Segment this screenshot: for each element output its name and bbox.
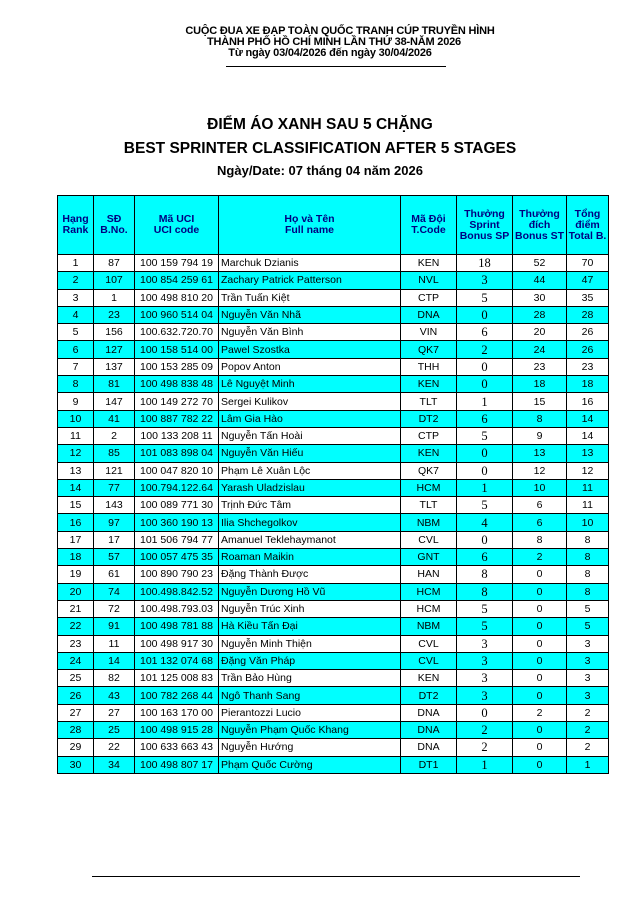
sprint-bonus-cell: 6: [457, 549, 513, 566]
total-cell: 2: [567, 739, 609, 756]
name-cell: Popov Anton: [219, 358, 401, 375]
team-cell: NBM: [401, 618, 457, 635]
table-row: [58, 410, 609, 427]
name-cell: Hà Kiều Tấn Đại: [219, 618, 401, 635]
stage-bonus-cell: 2: [513, 704, 567, 721]
bib-cell: 143: [94, 497, 135, 514]
bib-cell: 147: [94, 393, 135, 410]
bib-cell: 77: [94, 479, 135, 496]
table-row: [58, 618, 609, 635]
bib-cell: 43: [94, 687, 135, 704]
uci-cell: 100 498 917 30: [135, 635, 219, 652]
sprint-bonus-cell: 5: [457, 497, 513, 514]
team-cell: KEN: [401, 376, 457, 393]
stage-bonus-cell: 2: [513, 549, 567, 566]
header-divider: [226, 66, 446, 67]
name-cell: Nguyễn Phạm Quốc Khang: [219, 722, 401, 739]
table-row: [58, 566, 609, 583]
stage-bonus-cell: 30: [513, 289, 567, 306]
uci-cell: 100 133 208 11: [135, 427, 219, 444]
sprint-bonus-cell: 0: [457, 462, 513, 479]
stage-bonus-cell: 8: [513, 410, 567, 427]
table-row: [58, 358, 609, 375]
name-cell: Marchuk Dzianis: [219, 255, 401, 272]
rank-cell: 28: [58, 722, 94, 739]
sprint-bonus-cell: 0: [457, 531, 513, 548]
uci-cell: 100 159 794 19: [135, 255, 219, 272]
total-cell: 2: [567, 722, 609, 739]
stage-bonus-cell: 28: [513, 306, 567, 323]
rank-cell: 18: [58, 549, 94, 566]
stage-bonus-cell: 0: [513, 756, 567, 773]
rank-cell: 21: [58, 600, 94, 617]
uci-cell: 100 890 790 23: [135, 566, 219, 583]
sprint-bonus-cell: 0: [457, 376, 513, 393]
total-cell: 10: [567, 514, 609, 531]
team-cell: DT2: [401, 687, 457, 704]
name-cell: Nguyễn Tấn Hoài: [219, 427, 401, 444]
rank-cell: 3: [58, 289, 94, 306]
team-cell: DNA: [401, 722, 457, 739]
name-cell: Pierantozzi Lucio: [219, 704, 401, 721]
rank-cell: 25: [58, 670, 94, 687]
rank-cell: 26: [58, 687, 94, 704]
uci-cell: 100 153 285 09: [135, 358, 219, 375]
date-range-line: Từ ngày 03/04/2026 đến ngày 30/04/2026: [228, 47, 432, 59]
bib-cell: 121: [94, 462, 135, 479]
name-cell: Ngô Thanh Sang: [219, 687, 401, 704]
sprint-bonus-cell: 1: [457, 756, 513, 773]
total-cell: 8: [567, 531, 609, 548]
bib-cell: 107: [94, 272, 135, 289]
uci-cell: 100 498 915 28: [135, 722, 219, 739]
table-row: [58, 514, 609, 531]
name-cell: Trần Bảo Hùng: [219, 670, 401, 687]
title-vietnamese: ĐIỂM ÁO XANH SAU 5 CHẶNG: [207, 116, 433, 133]
footer-divider: [92, 876, 580, 877]
stage-bonus-cell: 15: [513, 393, 567, 410]
bib-cell: 97: [94, 514, 135, 531]
rank-cell: 7: [58, 358, 94, 375]
bib-cell: 91: [94, 618, 135, 635]
table-row: [58, 739, 609, 756]
col-total-bonus: Tổng điểm Total B.: [567, 196, 609, 255]
uci-cell: 100 047 820 10: [135, 462, 219, 479]
bib-cell: 57: [94, 549, 135, 566]
stage-bonus-cell: 23: [513, 358, 567, 375]
team-cell: HCM: [401, 583, 457, 600]
total-cell: 3: [567, 670, 609, 687]
table-row: [58, 272, 609, 289]
table-row: [58, 255, 609, 272]
sprint-bonus-cell: 2: [457, 341, 513, 358]
table-row: [58, 462, 609, 479]
bib-cell: 41: [94, 410, 135, 427]
rank-cell: 24: [58, 652, 94, 669]
bib-cell: 11: [94, 635, 135, 652]
team-cell: DT1: [401, 756, 457, 773]
total-cell: 5: [567, 618, 609, 635]
name-cell: Zachary Patrick Patterson: [219, 272, 401, 289]
rank-cell: 19: [58, 566, 94, 583]
team-cell: GNT: [401, 549, 457, 566]
team-cell: HCM: [401, 479, 457, 496]
table-row: [58, 531, 609, 548]
total-cell: 28: [567, 306, 609, 323]
total-cell: 3: [567, 652, 609, 669]
uci-cell: 100.498.793.03: [135, 600, 219, 617]
total-cell: 3: [567, 687, 609, 704]
table-row: [58, 704, 609, 721]
organizer-line-1: CUỘC ĐUA XE ĐẠP TOÀN QUỐC TRANH CÚP TRUYỀN HÌNH: [185, 25, 495, 37]
uci-cell: 101 132 074 68: [135, 652, 219, 669]
rank-cell: 11: [58, 427, 94, 444]
total-cell: 16: [567, 393, 609, 410]
name-cell: Trịnh Đức Tâm: [219, 497, 401, 514]
team-cell: CVL: [401, 531, 457, 548]
name-cell: Pawel Szostka: [219, 341, 401, 358]
uci-cell: 100 633 663 43: [135, 739, 219, 756]
table-row: [58, 583, 609, 600]
stage-bonus-cell: 18: [513, 376, 567, 393]
bib-cell: 72: [94, 600, 135, 617]
sprint-bonus-cell: 3: [457, 687, 513, 704]
total-cell: 70: [567, 255, 609, 272]
uci-cell: 101 506 794 77: [135, 531, 219, 548]
total-cell: 12: [567, 462, 609, 479]
table-row: [58, 376, 609, 393]
team-cell: QK7: [401, 462, 457, 479]
team-cell: DNA: [401, 739, 457, 756]
rank-cell: 20: [58, 583, 94, 600]
table-row: [58, 427, 609, 444]
team-cell: NBM: [401, 514, 457, 531]
team-cell: QK7: [401, 341, 457, 358]
team-cell: THH: [401, 358, 457, 375]
table-row: [58, 445, 609, 462]
table-row: [58, 670, 609, 687]
total-cell: 26: [567, 324, 609, 341]
table-row: [58, 600, 609, 617]
sprint-bonus-cell: 5: [457, 289, 513, 306]
sprint-bonus-cell: 5: [457, 600, 513, 617]
stage-bonus-cell: 0: [513, 635, 567, 652]
uci-cell: 100.632.720.70: [135, 324, 219, 341]
uci-cell: 100 149 272 70: [135, 393, 219, 410]
sprint-bonus-cell: 3: [457, 670, 513, 687]
rank-cell: 22: [58, 618, 94, 635]
bib-cell: 14: [94, 652, 135, 669]
sprint-bonus-cell: 0: [457, 306, 513, 323]
bib-cell: 1: [94, 289, 135, 306]
uci-cell: 101 083 898 04: [135, 445, 219, 462]
total-cell: 11: [567, 479, 609, 496]
name-cell: Đặng Thành Được: [219, 566, 401, 583]
uci-cell: 100 782 268 44: [135, 687, 219, 704]
stage-bonus-cell: 0: [513, 687, 567, 704]
bib-cell: 2: [94, 427, 135, 444]
stage-bonus-cell: 0: [513, 618, 567, 635]
uci-cell: 100 360 190 13: [135, 514, 219, 531]
name-cell: Amanuel Teklehaymanot: [219, 531, 401, 548]
rank-cell: 15: [58, 497, 94, 514]
table-row: [58, 687, 609, 704]
name-cell: Phạm Quốc Cường: [219, 756, 401, 773]
sprint-bonus-cell: 5: [457, 427, 513, 444]
bib-cell: 23: [94, 306, 135, 323]
title-english: BEST SPRINTER CLASSIFICATION AFTER 5 STAGES: [123, 140, 517, 157]
table-row: [58, 635, 609, 652]
total-cell: 26: [567, 341, 609, 358]
stage-bonus-cell: 0: [513, 739, 567, 756]
total-cell: 8: [567, 583, 609, 600]
col-bonus-sprint: Thưởng Sprint Bonus SP: [457, 196, 513, 255]
bib-cell: 22: [94, 739, 135, 756]
stage-bonus-cell: 0: [513, 652, 567, 669]
table-row: [58, 549, 609, 566]
bib-cell: 34: [94, 756, 135, 773]
uci-cell: 101 125 008 83: [135, 670, 219, 687]
uci-cell: 100 089 771 30: [135, 497, 219, 514]
team-cell: CVL: [401, 652, 457, 669]
bib-cell: 61: [94, 566, 135, 583]
table-row: [58, 324, 609, 341]
table-row: [58, 479, 609, 496]
uci-cell: 100 854 259 61: [135, 272, 219, 289]
team-cell: DNA: [401, 704, 457, 721]
rank-cell: 17: [58, 531, 94, 548]
name-cell: Nguyễn Hướng: [219, 739, 401, 756]
rank-cell: 16: [58, 514, 94, 531]
name-cell: Phạm Lê Xuân Lộc: [219, 462, 401, 479]
sprint-bonus-cell: 2: [457, 722, 513, 739]
rank-cell: 4: [58, 306, 94, 323]
team-cell: KEN: [401, 255, 457, 272]
name-cell: Yarash Uladzislau: [219, 479, 401, 496]
sprint-bonus-cell: 6: [457, 410, 513, 427]
total-cell: 1: [567, 756, 609, 773]
rank-cell: 8: [58, 376, 94, 393]
stage-bonus-cell: 0: [513, 583, 567, 600]
stage-bonus-cell: 6: [513, 497, 567, 514]
col-uci-code: Mã UCI UCI code: [135, 196, 219, 255]
bib-cell: 82: [94, 670, 135, 687]
stage-bonus-cell: 6: [513, 514, 567, 531]
rank-cell: 6: [58, 341, 94, 358]
stage-bonus-cell: 13: [513, 445, 567, 462]
total-cell: 8: [567, 549, 609, 566]
name-cell: Nguyễn Văn Hiếu: [219, 445, 401, 462]
sprint-bonus-cell: 0: [457, 358, 513, 375]
team-cell: VIN: [401, 324, 457, 341]
sprint-bonus-cell: 0: [457, 445, 513, 462]
total-cell: 35: [567, 289, 609, 306]
stage-bonus-cell: 24: [513, 341, 567, 358]
team-cell: CTP: [401, 427, 457, 444]
stage-bonus-cell: 8: [513, 531, 567, 548]
sprint-bonus-cell: 18: [457, 255, 513, 272]
stage-bonus-cell: 0: [513, 670, 567, 687]
bib-cell: 137: [94, 358, 135, 375]
stage-bonus-cell: 0: [513, 722, 567, 739]
col-bonus-stage: Thưởng đích Bonus ST: [513, 196, 567, 255]
team-cell: KEN: [401, 670, 457, 687]
bib-cell: 27: [94, 704, 135, 721]
stage-bonus-cell: 44: [513, 272, 567, 289]
stage-bonus-cell: 20: [513, 324, 567, 341]
bib-cell: 85: [94, 445, 135, 462]
team-cell: DT2: [401, 410, 457, 427]
team-cell: HCM: [401, 600, 457, 617]
sprint-bonus-cell: 8: [457, 583, 513, 600]
total-cell: 14: [567, 410, 609, 427]
uci-cell: 100 498 810 20: [135, 289, 219, 306]
bib-cell: 17: [94, 531, 135, 548]
name-cell: Nguyễn Dương Hồ Vũ: [219, 583, 401, 600]
name-cell: Nguyễn Văn Bình: [219, 324, 401, 341]
team-cell: KEN: [401, 445, 457, 462]
sprint-bonus-cell: 3: [457, 652, 513, 669]
rank-cell: 13: [58, 462, 94, 479]
total-cell: 3: [567, 635, 609, 652]
rank-cell: 10: [58, 410, 94, 427]
uci-cell: 100 960 514 04: [135, 306, 219, 323]
bib-cell: 81: [94, 376, 135, 393]
total-cell: 11: [567, 497, 609, 514]
uci-cell: 100 887 782 22: [135, 410, 219, 427]
uci-cell: 100.794.122.64: [135, 479, 219, 496]
uci-cell: 100 057 475 35: [135, 549, 219, 566]
col-team-code: Mã Đội T.Code: [401, 196, 457, 255]
col-bib-number: SĐ B.No.: [94, 196, 135, 255]
sprint-bonus-cell: 3: [457, 272, 513, 289]
sprint-bonus-cell: 0: [457, 704, 513, 721]
team-cell: DNA: [401, 306, 457, 323]
sprint-bonus-cell: 1: [457, 393, 513, 410]
total-cell: 14: [567, 427, 609, 444]
table-header-row: [58, 196, 609, 255]
rank-cell: 27: [58, 704, 94, 721]
table-row: [58, 306, 609, 323]
rank-cell: 9: [58, 393, 94, 410]
rank-cell: 5: [58, 324, 94, 341]
team-cell: NVL: [401, 272, 457, 289]
total-cell: 18: [567, 376, 609, 393]
col-rank: Hạng Rank: [58, 196, 94, 255]
bib-cell: 87: [94, 255, 135, 272]
team-cell: TLT: [401, 393, 457, 410]
name-cell: Lâm Gia Hào: [219, 410, 401, 427]
team-cell: TLT: [401, 497, 457, 514]
uci-cell: 100 498 838 48: [135, 376, 219, 393]
name-cell: Đặng Văn Pháp: [219, 652, 401, 669]
sprint-bonus-cell: 2: [457, 739, 513, 756]
col-full-name: Họ và Tên Full name: [219, 196, 401, 255]
rank-cell: 12: [58, 445, 94, 462]
stage-bonus-cell: 9: [513, 427, 567, 444]
table-row: [58, 341, 609, 358]
report-date: Ngày/Date: 07 tháng 04 năm 2026: [217, 163, 423, 178]
rank-cell: 30: [58, 756, 94, 773]
rank-cell: 23: [58, 635, 94, 652]
stage-bonus-cell: 0: [513, 600, 567, 617]
rank-cell: 29: [58, 739, 94, 756]
total-cell: 13: [567, 445, 609, 462]
name-cell: Roaman Maikin: [219, 549, 401, 566]
sprint-bonus-cell: 3: [457, 635, 513, 652]
name-cell: Ilia Shchegolkov: [219, 514, 401, 531]
sprint-bonus-cell: 5: [457, 618, 513, 635]
rank-cell: 2: [58, 272, 94, 289]
sprint-bonus-cell: 6: [457, 324, 513, 341]
sprint-bonus-cell: 8: [457, 566, 513, 583]
stage-bonus-cell: 10: [513, 479, 567, 496]
uci-cell: 100 498 807 17: [135, 756, 219, 773]
stage-bonus-cell: 52: [513, 255, 567, 272]
rank-cell: 14: [58, 479, 94, 496]
uci-cell: 100 163 170 00: [135, 704, 219, 721]
uci-cell: 100 498 781 88: [135, 618, 219, 635]
table-row: [58, 289, 609, 306]
table-row: [58, 393, 609, 410]
table-row: [58, 722, 609, 739]
name-cell: Trần Tuấn Kiệt: [219, 289, 401, 306]
total-cell: 47: [567, 272, 609, 289]
rank-cell: 1: [58, 255, 94, 272]
bib-cell: 127: [94, 341, 135, 358]
total-cell: 8: [567, 566, 609, 583]
stage-bonus-cell: 0: [513, 566, 567, 583]
table-row: [58, 652, 609, 669]
table-row: [58, 756, 609, 773]
team-cell: HAN: [401, 566, 457, 583]
bib-cell: 156: [94, 324, 135, 341]
sprinter-classification-table: [57, 195, 609, 774]
total-cell: 5: [567, 600, 609, 617]
team-cell: CTP: [401, 289, 457, 306]
uci-cell: 100 158 514 00: [135, 341, 219, 358]
name-cell: Nguyễn Văn Nhã: [219, 306, 401, 323]
table-row: [58, 497, 609, 514]
name-cell: Sergei Kulikov: [219, 393, 401, 410]
uci-cell: 100.498.842.52: [135, 583, 219, 600]
bib-cell: 25: [94, 722, 135, 739]
organizer-line-2: THÀNH PHỐ HỒ CHÍ MINH LẦN THỨ 38-NĂM 2026: [207, 36, 461, 48]
name-cell: Nguyễn Minh Thiện: [219, 635, 401, 652]
name-cell: Lê Nguyệt Minh: [219, 376, 401, 393]
sprint-bonus-cell: 4: [457, 514, 513, 531]
stage-bonus-cell: 12: [513, 462, 567, 479]
total-cell: 2: [567, 704, 609, 721]
team-cell: CVL: [401, 635, 457, 652]
name-cell: Nguyễn Trúc Xinh: [219, 600, 401, 617]
bib-cell: 74: [94, 583, 135, 600]
sprint-bonus-cell: 1: [457, 479, 513, 496]
total-cell: 23: [567, 358, 609, 375]
